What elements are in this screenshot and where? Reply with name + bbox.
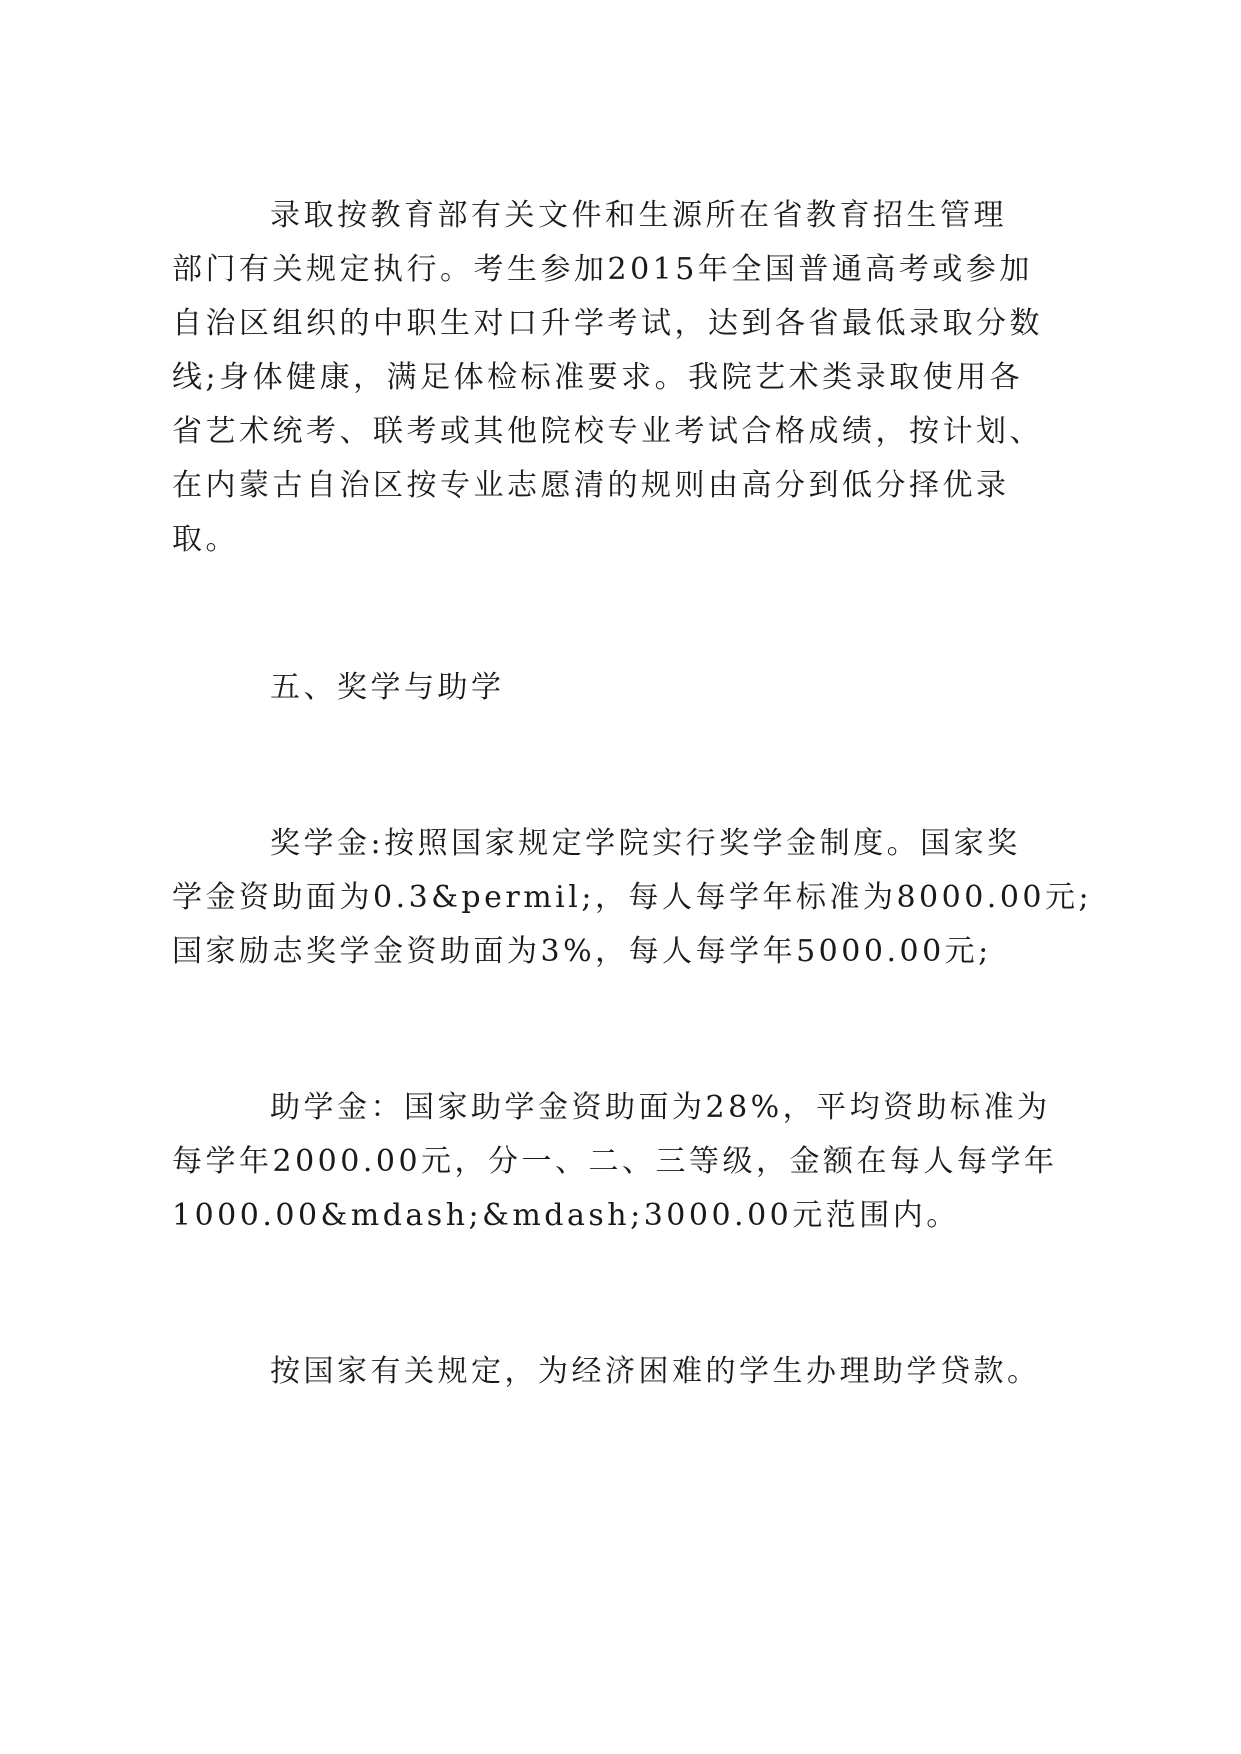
paragraph-line: 自治区组织的中职生对口升学考试，达到各省最低录取分数 [172, 306, 1043, 341]
paragraph-line: 每学年2000.00元，分一、二、三等级，金额在每人每学年 [172, 1144, 1058, 1179]
paragraph-line: 录取按教育部有关文件和生源所在省教育招生管理 [270, 198, 1007, 233]
paragraph-line: 部门有关规定执行。考生参加2015年全国普通高考或参加 [172, 252, 1033, 287]
paragraph-line: 按国家有关规定，为经济困难的学生办理助学贷款。 [270, 1354, 1041, 1389]
paragraph-line: 学金资助面为0.3&permil;，每人每学年标准为8000.00元; [172, 880, 1093, 915]
paragraph-line: 省艺术统考、联考或其他院校专业考试合格成绩，按计划、 [172, 414, 1043, 449]
paragraph-line: 线;身体健康，满足体检标准要求。我院艺术类录取使用各 [172, 360, 1024, 395]
paragraph-line: 取。 [172, 522, 239, 557]
paragraph-line: 在内蒙古自治区按专业志愿清的规则由高分到低分择优录 [172, 468, 1010, 503]
paragraph-line: 1000.00&mdash;&mdash;3000.00元范围内。 [172, 1198, 960, 1233]
paragraph-line: 国家励志奖学金资助面为3%，每人每学年5000.00元; [172, 934, 992, 969]
paragraph-line: 奖学金:按照国家规定学院实行奖学金制度。国家奖 [270, 826, 1021, 861]
section-title: 五、奖学与助学 [270, 670, 505, 705]
paragraph-line: 助学金：国家助学金资助面为28%，平均资助标准为 [270, 1090, 1051, 1125]
